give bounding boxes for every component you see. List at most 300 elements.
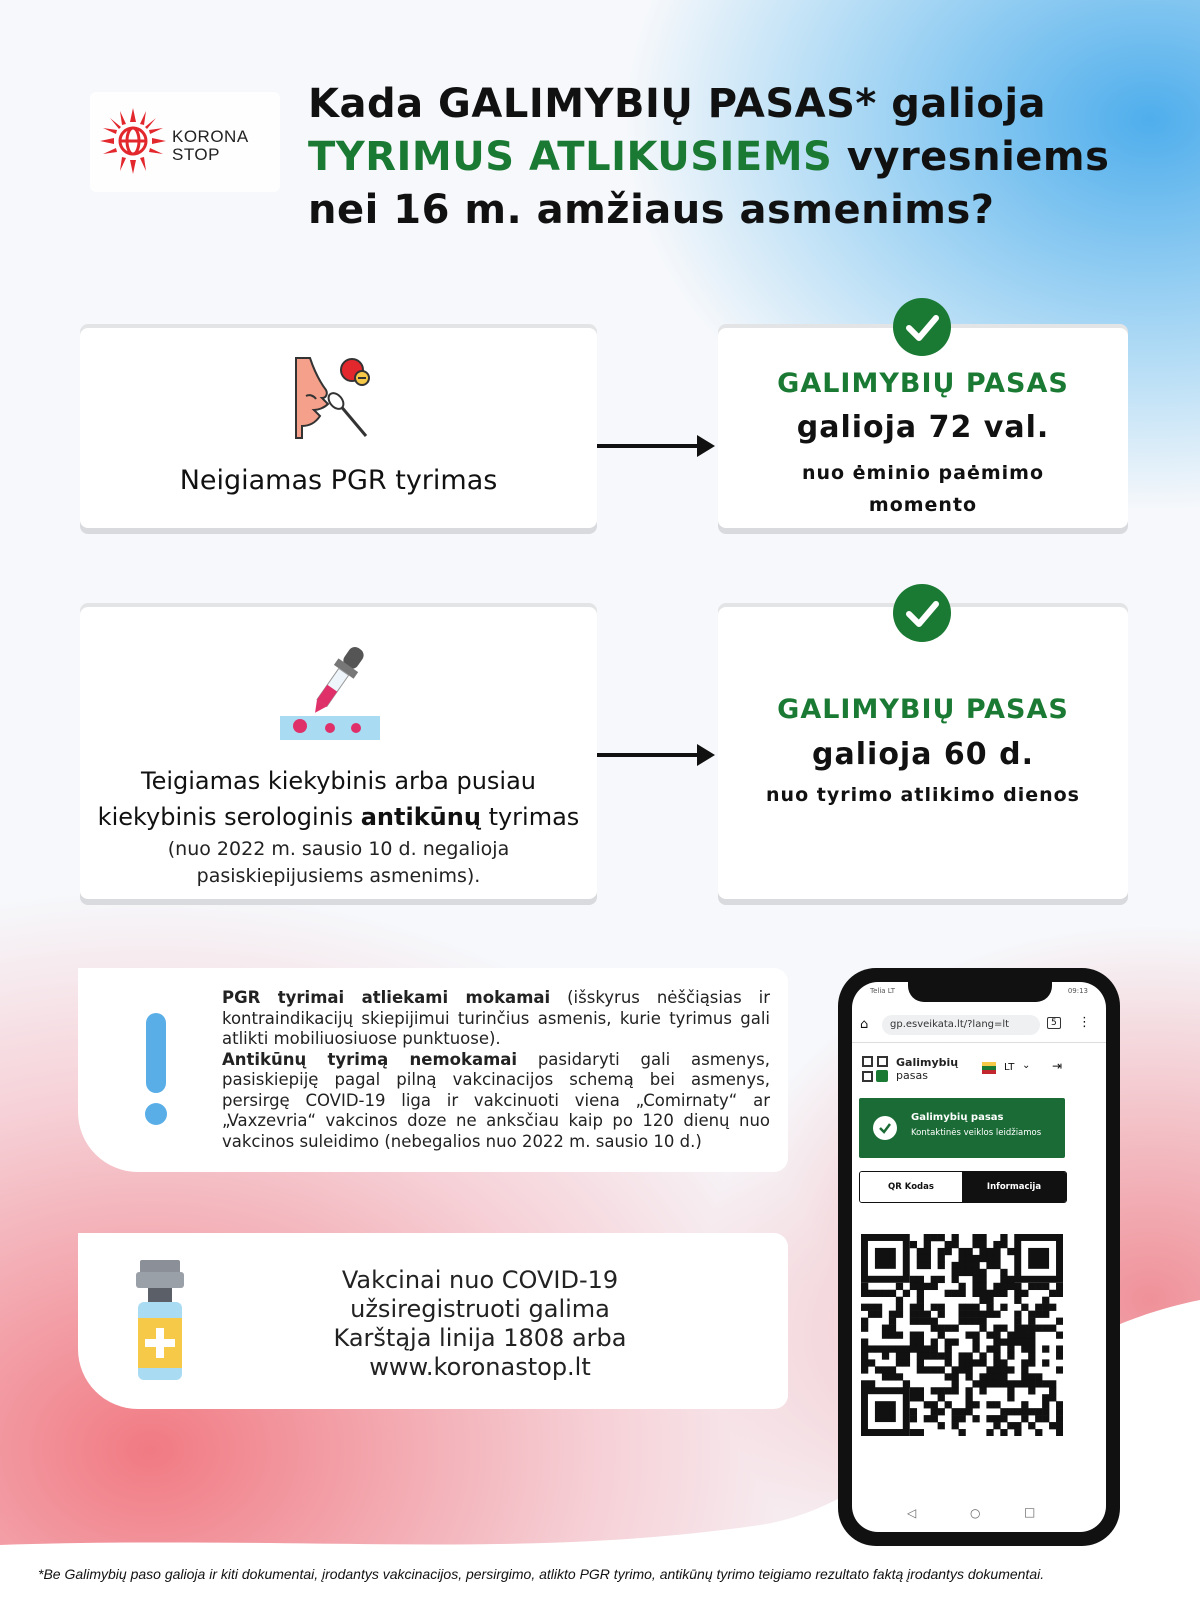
- qr-module: [979, 1318, 986, 1325]
- qr-module: [917, 1387, 924, 1394]
- qr-module: [882, 1366, 889, 1373]
- qr-module: [938, 1248, 945, 1255]
- carrier: Telia LT: [870, 987, 896, 995]
- app-title-1: Galimybių: [896, 1056, 959, 1069]
- qr-module: [979, 1283, 986, 1290]
- qr-module: [1056, 1422, 1063, 1429]
- qr-module: [1049, 1290, 1056, 1297]
- qr-module: [924, 1401, 931, 1408]
- headline-line-1b: GALIMYBIŲ PASAS*: [438, 81, 877, 127]
- qr-module: [889, 1311, 896, 1318]
- qr-module: [993, 1332, 1000, 1339]
- language-select[interactable]: LT: [1004, 1062, 1015, 1073]
- qr-module: [861, 1325, 868, 1332]
- qr-module: [896, 1332, 903, 1339]
- app-title: [896, 1056, 958, 1082]
- qr-module: [938, 1255, 945, 1262]
- tabs-count[interactable]: 5: [1047, 1017, 1061, 1029]
- qr-module: [1056, 1352, 1063, 1359]
- qr-module: [1021, 1359, 1028, 1366]
- qr-module: [965, 1359, 972, 1366]
- qr-module: [972, 1318, 979, 1325]
- qr-module: [979, 1276, 986, 1283]
- qr-module: [959, 1408, 966, 1415]
- vaccine-vial-icon: [134, 1260, 186, 1384]
- qr-module: [1056, 1429, 1063, 1436]
- qr-module: [959, 1429, 966, 1436]
- qr-module: [910, 1408, 917, 1415]
- qr-module: [965, 1401, 972, 1408]
- qr-module: [1000, 1234, 1007, 1241]
- qr-module: [1007, 1366, 1014, 1373]
- qr-module: [924, 1345, 931, 1352]
- vaccine-line-1: Vakcinai nuo COVID-19: [341, 1266, 619, 1294]
- qr-module: [1056, 1290, 1063, 1297]
- qr-module: [1021, 1415, 1028, 1422]
- antibody-test-note-2: pasiskiepijusiems asmenims).: [196, 865, 481, 887]
- qr-module: [938, 1387, 945, 1394]
- qr-module: [993, 1352, 1000, 1359]
- qr-module: [917, 1338, 924, 1345]
- qr-module: [993, 1338, 1000, 1345]
- qr-module: [986, 1373, 993, 1380]
- qr-module: [1049, 1304, 1056, 1311]
- qr-module: [1056, 1345, 1063, 1352]
- qr-module: [917, 1304, 924, 1311]
- url-field[interactable]: [882, 1015, 1040, 1035]
- pgr-test-label: Neigiamas PGR tyrimas: [179, 465, 498, 496]
- qr-module: [1014, 1429, 1021, 1436]
- antibody-test-note-1: (nuo 2022 m. sausio 10 d. negalioja: [167, 838, 510, 860]
- qr-module: [889, 1332, 896, 1339]
- antibody-test-line-1: Teigiamas kiekybinis arba pusiau: [140, 767, 536, 795]
- qr-code: [861, 1234, 1063, 1436]
- qr-module: [952, 1373, 959, 1380]
- info-text: [222, 988, 770, 1152]
- qr-module: [1056, 1401, 1063, 1408]
- android-nav-bar: [852, 1500, 1106, 1532]
- headline-line-1c: galioja: [876, 81, 1047, 127]
- qr-module: [1028, 1408, 1035, 1415]
- qr-module: [959, 1248, 966, 1255]
- logout-icon[interactable]: ⇥: [1052, 1059, 1063, 1073]
- vaccine-line-4: www.koronastop.lt: [369, 1353, 591, 1381]
- qr-module: [917, 1283, 924, 1290]
- qr-module: [945, 1401, 952, 1408]
- qr-module: [1056, 1408, 1063, 1415]
- qr-module: [875, 1290, 882, 1297]
- qr-module: [903, 1380, 910, 1387]
- qr-finder: [875, 1401, 896, 1422]
- qr-module: [917, 1290, 924, 1297]
- qr-module: [1014, 1318, 1021, 1325]
- qr-module: [882, 1345, 889, 1352]
- qr-module: [861, 1345, 868, 1352]
- qr-module: [1056, 1332, 1063, 1339]
- qr-module: [917, 1276, 924, 1283]
- info-p2-bold: Antikūnų tyrimą nemokamai: [222, 1049, 518, 1069]
- qr-module: [959, 1269, 966, 1276]
- pass-title-antibody: GALIMYBIŲ PASAS: [777, 694, 1069, 725]
- qr-module: [1014, 1297, 1021, 1304]
- qr-module: [1028, 1311, 1035, 1318]
- qr-module: [1049, 1380, 1056, 1387]
- menu-icon[interactable]: ⋮: [1078, 1015, 1091, 1030]
- qr-module: [993, 1380, 1000, 1387]
- arrow-row1-head: [697, 435, 715, 457]
- qr-module: [910, 1415, 917, 1422]
- qr-module: [1028, 1422, 1035, 1429]
- tab-info[interactable]: Informacija: [962, 1172, 1066, 1202]
- pass-note-pgr-2: momento: [868, 494, 978, 516]
- qr-module: [910, 1283, 917, 1290]
- chevron-down-icon[interactable]: ⌄: [1022, 1060, 1031, 1071]
- qr-module: [972, 1269, 979, 1276]
- info-p1-bold: PGR tyrimai atliekami mokamai: [222, 988, 551, 1007]
- qr-module: [1056, 1283, 1063, 1290]
- qr-module: [938, 1234, 945, 1241]
- qr-module: [924, 1366, 931, 1373]
- qr-module: [1021, 1380, 1028, 1387]
- qr-module: [979, 1290, 986, 1297]
- pass-status-banner: [859, 1098, 1065, 1158]
- recents-icon[interactable]: □: [1024, 1505, 1036, 1519]
- qr-module: [938, 1366, 945, 1373]
- qr-module: [965, 1366, 972, 1373]
- qr-module: [993, 1283, 1000, 1290]
- qr-module: [924, 1255, 931, 1262]
- tab-qr[interactable]: QR Kodas: [860, 1172, 962, 1202]
- pass-note-pgr-1: nuo ėminio paėmimo: [801, 462, 1045, 484]
- qr-module: [979, 1373, 986, 1380]
- qr-module: [1007, 1248, 1014, 1255]
- check-icon: [893, 584, 951, 642]
- qr-module: [952, 1338, 959, 1345]
- qr-module: [952, 1380, 959, 1387]
- arrow-row2: [597, 753, 697, 757]
- qr-module: [1000, 1429, 1007, 1436]
- qr-module: [965, 1352, 972, 1359]
- qr-module: [917, 1248, 924, 1255]
- qr-module: [917, 1311, 924, 1318]
- qr-module: [972, 1415, 979, 1422]
- qr-module: [972, 1311, 979, 1318]
- qr-module: [1042, 1345, 1049, 1352]
- qr-module: [868, 1304, 875, 1311]
- qr-module: [1014, 1283, 1021, 1290]
- qr-module: [993, 1248, 1000, 1255]
- qr-module: [959, 1255, 966, 1262]
- korona-stop-sun-icon: [100, 108, 166, 174]
- qr-module: [1000, 1325, 1007, 1332]
- qr-module: [979, 1269, 986, 1276]
- qr-module: [993, 1415, 1000, 1422]
- check-icon: [873, 1116, 897, 1140]
- info-p1-rest: (išskyrus nėščiąsias ir kontraindikacijų skiepijimui turinčius asmenis, kurie tyrimus gali atlikti mobiliuosiuose punktuose).: [222, 988, 770, 1048]
- qr-module: [875, 1311, 882, 1318]
- qr-module: [1042, 1283, 1049, 1290]
- qr-module: [868, 1359, 875, 1366]
- qr-module: [1028, 1338, 1035, 1345]
- qr-module: [959, 1290, 966, 1297]
- qr-module: [959, 1283, 966, 1290]
- qr-module: [1042, 1415, 1049, 1422]
- qr-module: [1049, 1387, 1056, 1394]
- qr-module: [938, 1311, 945, 1318]
- qr-module: [868, 1290, 875, 1297]
- qr-module: [1007, 1352, 1014, 1359]
- qr-module: [1021, 1401, 1028, 1408]
- qr-module: [986, 1401, 993, 1408]
- qr-module: [965, 1373, 972, 1380]
- qr-module: [965, 1248, 972, 1255]
- qr-module: [889, 1325, 896, 1332]
- qr-module: [1042, 1408, 1049, 1415]
- qr-module: [1014, 1311, 1021, 1318]
- qr-module: [917, 1255, 924, 1262]
- pass-note-antibody: nuo tyrimo atlikimo dienos: [766, 784, 1080, 806]
- qr-module: [993, 1290, 1000, 1297]
- qr-module: [1007, 1345, 1014, 1352]
- qr-module: [924, 1234, 931, 1241]
- qr-module: [882, 1290, 889, 1297]
- qr-module: [889, 1290, 896, 1297]
- qr-module: [861, 1283, 868, 1290]
- qr-module: [861, 1359, 868, 1366]
- qr-module: [993, 1422, 1000, 1429]
- qr-module: [959, 1262, 966, 1269]
- browser-bar: [852, 1010, 1106, 1043]
- qr-module: [1014, 1408, 1021, 1415]
- qr-module: [1049, 1422, 1056, 1429]
- qr-module: [917, 1429, 924, 1436]
- qr-module: [896, 1311, 903, 1318]
- qr-module: [917, 1366, 924, 1373]
- qr-module: [938, 1325, 945, 1332]
- qr-module: [917, 1318, 924, 1325]
- qr-module: [910, 1429, 917, 1436]
- tab-switcher: [859, 1171, 1067, 1203]
- qr-module: [952, 1325, 959, 1332]
- qr-module: [931, 1415, 938, 1422]
- qr-module: [1000, 1290, 1007, 1297]
- qr-module: [1007, 1276, 1014, 1283]
- qr-module: [1021, 1366, 1028, 1373]
- qr-module: [1021, 1408, 1028, 1415]
- qr-module: [965, 1311, 972, 1318]
- qr-module: [931, 1276, 938, 1283]
- home-nav-icon[interactable]: ○: [970, 1506, 981, 1520]
- antibody-test-line-2-bold: antikūnų: [360, 803, 481, 831]
- qr-module: [945, 1241, 952, 1248]
- qr-module: [1000, 1373, 1007, 1380]
- qr-module: [896, 1304, 903, 1311]
- qr-module: [1042, 1325, 1049, 1332]
- qr-module: [1007, 1380, 1014, 1387]
- pass-valid-antibody: galioja 60 d.: [812, 737, 1034, 772]
- home-icon[interactable]: ⌂: [860, 1017, 869, 1032]
- qr-module: [1000, 1415, 1007, 1422]
- qr-module: [1007, 1394, 1014, 1401]
- qr-module: [993, 1255, 1000, 1262]
- qr-module: [896, 1297, 903, 1304]
- qr-module: [924, 1311, 931, 1318]
- qr-module: [917, 1345, 924, 1352]
- url-text: gp.esveikata.lt/?lang=lt: [890, 1019, 1010, 1030]
- qr-module: [945, 1359, 952, 1366]
- qr-module: [972, 1255, 979, 1262]
- antibody-test-line-2b: tyrimas: [480, 803, 580, 831]
- qr-module: [965, 1269, 972, 1276]
- qr-module: [938, 1304, 945, 1311]
- qr-module: [945, 1290, 952, 1297]
- info-paragraph-1: [222, 988, 770, 1050]
- qr-module: [1042, 1311, 1049, 1318]
- pipette-icon: [278, 640, 382, 744]
- qr-module: [938, 1422, 945, 1429]
- qr-module: [986, 1366, 993, 1373]
- qr-module: [986, 1332, 993, 1339]
- qr-module: [889, 1366, 896, 1373]
- qr-module: [993, 1401, 1000, 1408]
- qr-module: [979, 1387, 986, 1394]
- qr-module: [903, 1345, 910, 1352]
- headline: [308, 78, 1168, 237]
- qr-module: [924, 1318, 931, 1325]
- qr-module: [917, 1359, 924, 1366]
- qr-module: [986, 1304, 993, 1311]
- qr-module: [986, 1297, 993, 1304]
- info-p2-rest: pasidaryti gali asmenys, pasiskiepiję pagal pilną vakcinacijos schemą bei asmenys, persirgę COVID-19 liga ir vakcinuoti viena „Comirnaty“ ar „Vaxzevria“ vakcinos doze ne anksčiau kaip po 120 dienų nuo vakcinos suleidimo (nebegalios nuo 2022 m. sausio 10 d.): [222, 1049, 770, 1151]
- qr-module: [993, 1345, 1000, 1352]
- qr-module: [875, 1345, 882, 1352]
- qr-module: [868, 1311, 875, 1318]
- qr-module: [965, 1262, 972, 1269]
- qr-module: [979, 1352, 986, 1359]
- headline-line-2-rest: vyresniems: [832, 134, 1110, 180]
- qr-module: [979, 1311, 986, 1318]
- qr-module: [1014, 1338, 1021, 1345]
- qr-module: [959, 1359, 966, 1366]
- qr-module: [979, 1248, 986, 1255]
- qr-module: [993, 1311, 1000, 1318]
- qr-module: [1000, 1276, 1007, 1283]
- qr-module: [993, 1373, 1000, 1380]
- qr-module: [986, 1415, 993, 1422]
- qr-module: [952, 1269, 959, 1276]
- headline-line-2-green: TYRIMUS ATLIKUSIEMS: [308, 134, 833, 180]
- qr-module: [952, 1415, 959, 1422]
- qr-module: [959, 1352, 966, 1359]
- qr-module: [931, 1283, 938, 1290]
- qr-finder: [1028, 1248, 1049, 1269]
- qr-module: [1056, 1318, 1063, 1325]
- qr-module: [1035, 1325, 1042, 1332]
- qr-module: [1021, 1338, 1028, 1345]
- qr-module: [972, 1241, 979, 1248]
- qr-module: [952, 1366, 959, 1373]
- qr-module: [965, 1304, 972, 1311]
- app-title-2: pasas: [896, 1069, 928, 1082]
- back-icon[interactable]: ◁: [907, 1506, 917, 1520]
- qr-module: [903, 1290, 910, 1297]
- qr-module: [882, 1373, 889, 1380]
- qr-module: [861, 1290, 868, 1297]
- qr-app-icon: [862, 1056, 888, 1082]
- qr-module: [1049, 1394, 1056, 1401]
- qr-module: [1035, 1304, 1042, 1311]
- qr-module: [965, 1255, 972, 1262]
- qr-module: [972, 1234, 979, 1241]
- qr-module: [931, 1366, 938, 1373]
- qr-module: [1014, 1325, 1021, 1332]
- qr-module: [1021, 1290, 1028, 1297]
- qr-module: [1028, 1359, 1035, 1366]
- qr-module: [861, 1304, 868, 1311]
- qr-module: [1056, 1415, 1063, 1422]
- qr-module: [903, 1352, 910, 1359]
- qr-module: [1007, 1387, 1014, 1394]
- qr-module: [979, 1241, 986, 1248]
- qr-module: [1042, 1380, 1049, 1387]
- vaccine-line-3: Karštąja linija 1808 arba: [333, 1324, 627, 1352]
- qr-module: [917, 1332, 924, 1339]
- antibody-test-note: [80, 836, 597, 890]
- qr-module: [1000, 1338, 1007, 1345]
- qr-module: [1000, 1283, 1007, 1290]
- qr-module: [965, 1387, 972, 1394]
- qr-finder: [875, 1248, 896, 1269]
- qr-module: [979, 1359, 986, 1366]
- qr-module: [910, 1394, 917, 1401]
- qr-module: [945, 1387, 952, 1394]
- qr-module: [861, 1352, 868, 1359]
- qr-module: [1014, 1422, 1021, 1429]
- qr-module: [986, 1345, 993, 1352]
- qr-module: [952, 1408, 959, 1415]
- qr-module: [931, 1352, 938, 1359]
- qr-module: [924, 1415, 931, 1422]
- qr-module: [1035, 1283, 1042, 1290]
- qr-module: [972, 1380, 979, 1387]
- qr-module: [1028, 1325, 1035, 1332]
- qr-module: [1000, 1366, 1007, 1373]
- check-icon: [893, 298, 951, 356]
- qr-module: [972, 1359, 979, 1366]
- qr-module: [1042, 1297, 1049, 1304]
- qr-module: [938, 1394, 945, 1401]
- qr-module: [945, 1373, 952, 1380]
- qr-module: [972, 1332, 979, 1339]
- vaccine-line-2: užsiregistruoti galima: [350, 1295, 610, 1323]
- qr-module: [972, 1262, 979, 1269]
- qr-module: [959, 1311, 966, 1318]
- qr-module: [896, 1359, 903, 1366]
- qr-module: [1035, 1373, 1042, 1380]
- qr-module: [979, 1297, 986, 1304]
- qr-module: [1000, 1269, 1007, 1276]
- qr-module: [972, 1304, 979, 1311]
- qr-module: [931, 1325, 938, 1332]
- qr-module: [875, 1366, 882, 1373]
- qr-module: [979, 1380, 986, 1387]
- status-subtitle: Kontaktinės veiklos leidžiamos: [911, 1128, 1042, 1138]
- antibody-test-line-2a: kiekybinis serologinis: [97, 803, 361, 831]
- qr-module: [1042, 1401, 1049, 1408]
- qr-module: [993, 1262, 1000, 1269]
- qr-module: [959, 1304, 966, 1311]
- qr-module: [986, 1248, 993, 1255]
